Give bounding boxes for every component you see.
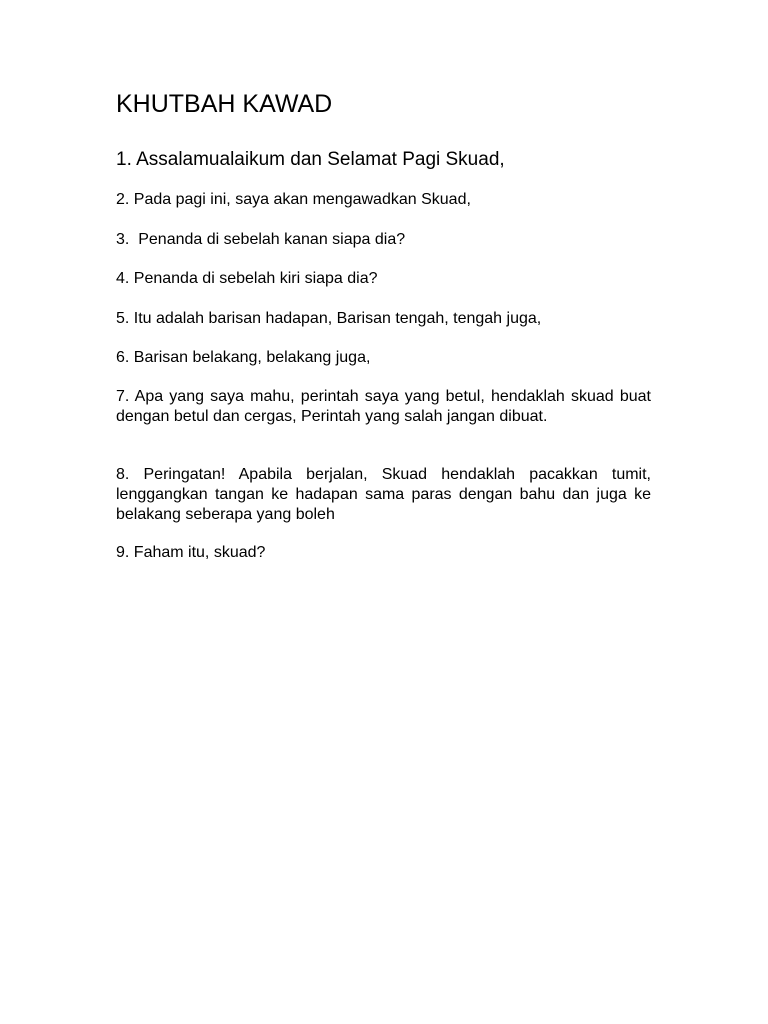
- list-item: 1. Assalamualaikum dan Selamat Pagi Skuad,: [116, 149, 505, 170]
- list-item: 5. Itu adalah barisan hadapan, Barisan tengah, tengah juga,: [116, 310, 542, 327]
- list-item: 6. Barisan belakang, belakang juga,: [116, 349, 371, 366]
- list-item: 2. Pada pagi ini, saya akan mengawadkan Skuad,: [116, 191, 471, 208]
- list-item: 3. Penanda di sebelah kanan siapa dia?: [116, 231, 406, 248]
- list-item: 8. Peringatan! Apabila berjalan, Skuad hendaklah pacakkan tumit, lenggangkan tangan ke hadapan sama paras dengan bahu dan juga ke belakang seberapa yang boleh: [116, 466, 651, 523]
- list-item: 7. Apa yang saya mahu, perintah saya yang betul, hendaklah skuad buat dengan betul dan cergas, Perintah yang salah jangan dibuat.: [116, 388, 651, 425]
- document-title: KHUTBAH KAWAD: [116, 90, 333, 118]
- list-item: 9. Faham itu, skuad?: [116, 544, 266, 561]
- list-item: 4. Penanda di sebelah kiri siapa dia?: [116, 270, 378, 287]
